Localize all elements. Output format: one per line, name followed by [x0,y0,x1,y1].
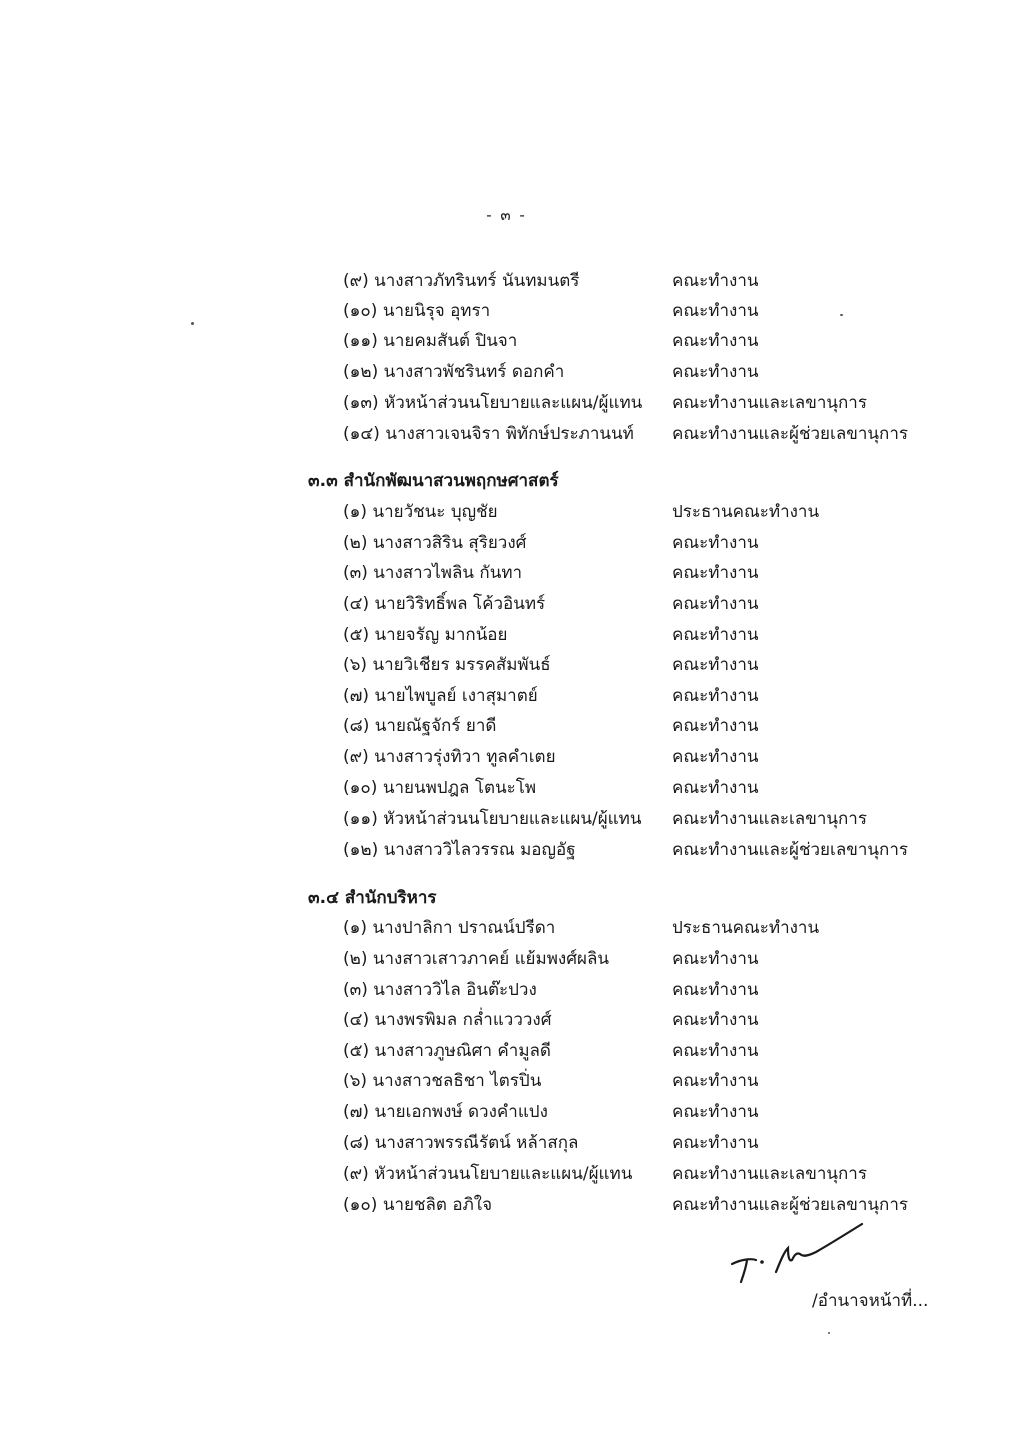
member-role: คณะทำงาน [672,533,759,553]
section-heading: ๓.๔ สำนักบริหาร [308,888,437,908]
member-name: (๑๑) หัวหน้าส่วนนโยบายและแผน/ผู้แทน [343,809,642,829]
member-role: คณะทำงาน [672,1133,759,1153]
member-name: (๒) นางสาวสิริน สุริยวงศ์ [343,533,527,553]
member-role: คณะทำงานและผู้ช่วยเลขานุการ [672,1195,908,1215]
scan-speck [191,322,194,325]
member-name: (๙) นางสาวภัทรินทร์ นันทมนตรี [343,271,580,291]
member-name: (๑๒) นางสาวพัชรินทร์ ดอกคำ [343,362,565,382]
member-name: (๔) นางพรพิมล กล่ำแวววงศ์ [343,1010,552,1030]
member-role: ประธานคณะทำงาน [672,918,820,938]
member-role: คณะทำงาน [672,594,759,614]
member-role: คณะทำงานและเลขานุการ [672,809,867,829]
member-role: คณะทำงาน [672,1010,759,1030]
member-role: คณะทำงานและผู้ช่วยเลขานุการ [672,424,908,444]
member-name: (๗) นายไพบูลย์ เงาสุมาตย์ [343,686,538,706]
member-name: (๕) นางสาวภูษณิศา คำมูลดี [343,1041,551,1061]
member-role: คณะทำงาน [672,301,759,321]
member-name: (๑) นางปาลิกา ปราณน์ปรีดา [343,918,556,938]
member-role: คณะทำงาน [672,980,759,1000]
member-role: คณะทำงาน [672,778,759,798]
member-role: คณะทำงาน [672,362,759,382]
member-name: (๑๔) นางสาวเจนจิรา พิทักษ์ประภานนท์ [343,424,634,444]
scan-speck [840,314,843,316]
page-number: - ๓ - [486,206,527,224]
member-role: คณะทำงาน [672,1041,759,1061]
continuation-text: /อำนาจหน้าที่... [812,1291,929,1311]
member-role: คณะทำงาน [672,655,759,675]
member-name: (๒) นางสาวเสาวภาคย์ แย้มพงศ์ผลิน [343,949,609,969]
member-name: (๑๐) นายชลิต อภิใจ [343,1195,493,1215]
section-heading: ๓.๓ สำนักพัฒนาสวนพฤกษศาสตร์ [308,471,559,491]
member-name: (๕) นายจรัญ มากน้อย [343,625,508,645]
scan-speck [828,1332,830,1334]
member-name: (๔) นายวิริทธิ์พล โค้วอินทร์ [343,594,546,614]
member-name: (๑) นายวัชนะ บุญชัย [343,502,498,522]
member-role: คณะทำงาน [672,1102,759,1122]
member-role: คณะทำงาน [672,1071,759,1091]
member-name: (๘) นายณัฐจักร์ ยาดี [343,716,497,736]
member-name: (๗) นายเอกพงษ์ ดวงคำแปง [343,1102,548,1122]
member-name: (๑๒) นางสาววิไลวรรณ มอญอัฐ [343,840,576,860]
member-role: คณะทำงาน [672,747,759,767]
member-role: คณะทำงานและผู้ช่วยเลขานุการ [672,840,908,860]
member-role: คณะทำงานและเลขานุการ [672,1164,867,1184]
member-name: (๓) นางสาววิไล อินต๊ะปวง [343,980,537,1000]
member-name: (๙) นางสาวรุ่งทิวา ทูลคำเตย [343,747,556,767]
member-role: ประธานคณะทำงาน [672,502,820,522]
member-name: (๑๐) นายนพปฎล โตนะโพ [343,778,537,798]
member-role: คณะทำงานและเลขานุการ [672,393,867,413]
member-name: (๑๓) หัวหน้าส่วนนโยบายและแผน/ผู้แทน [343,393,643,413]
member-name: (๙) หัวหน้าส่วนนโยบายและแผน/ผู้แทน [343,1164,633,1184]
member-name: (๖) นายวิเชียร มรรคสัมพันธ์ [343,655,551,675]
member-name: (๖) นางสาวชลธิชา ไตรปิ่น [343,1071,542,1091]
member-role: คณะทำงาน [672,686,759,706]
member-role: คณะทำงาน [672,716,759,736]
member-name: (๑๑) นายคมสันต์ ปินจา [343,331,518,351]
signature-icon [728,1220,868,1290]
member-role: คณะทำงาน [672,331,759,351]
member-name: (๓) นางสาวไพลิน กันทา [343,563,523,583]
member-name: (๑๐) นายนิรุจ อุทรา [343,301,491,321]
member-role: คณะทำงาน [672,563,759,583]
member-role: คณะทำงาน [672,271,759,291]
member-role: คณะทำงาน [672,949,759,969]
member-name: (๘) นางสาวพรรณีรัตน์ หล้าสกุล [343,1133,579,1153]
member-role: คณะทำงาน [672,625,759,645]
